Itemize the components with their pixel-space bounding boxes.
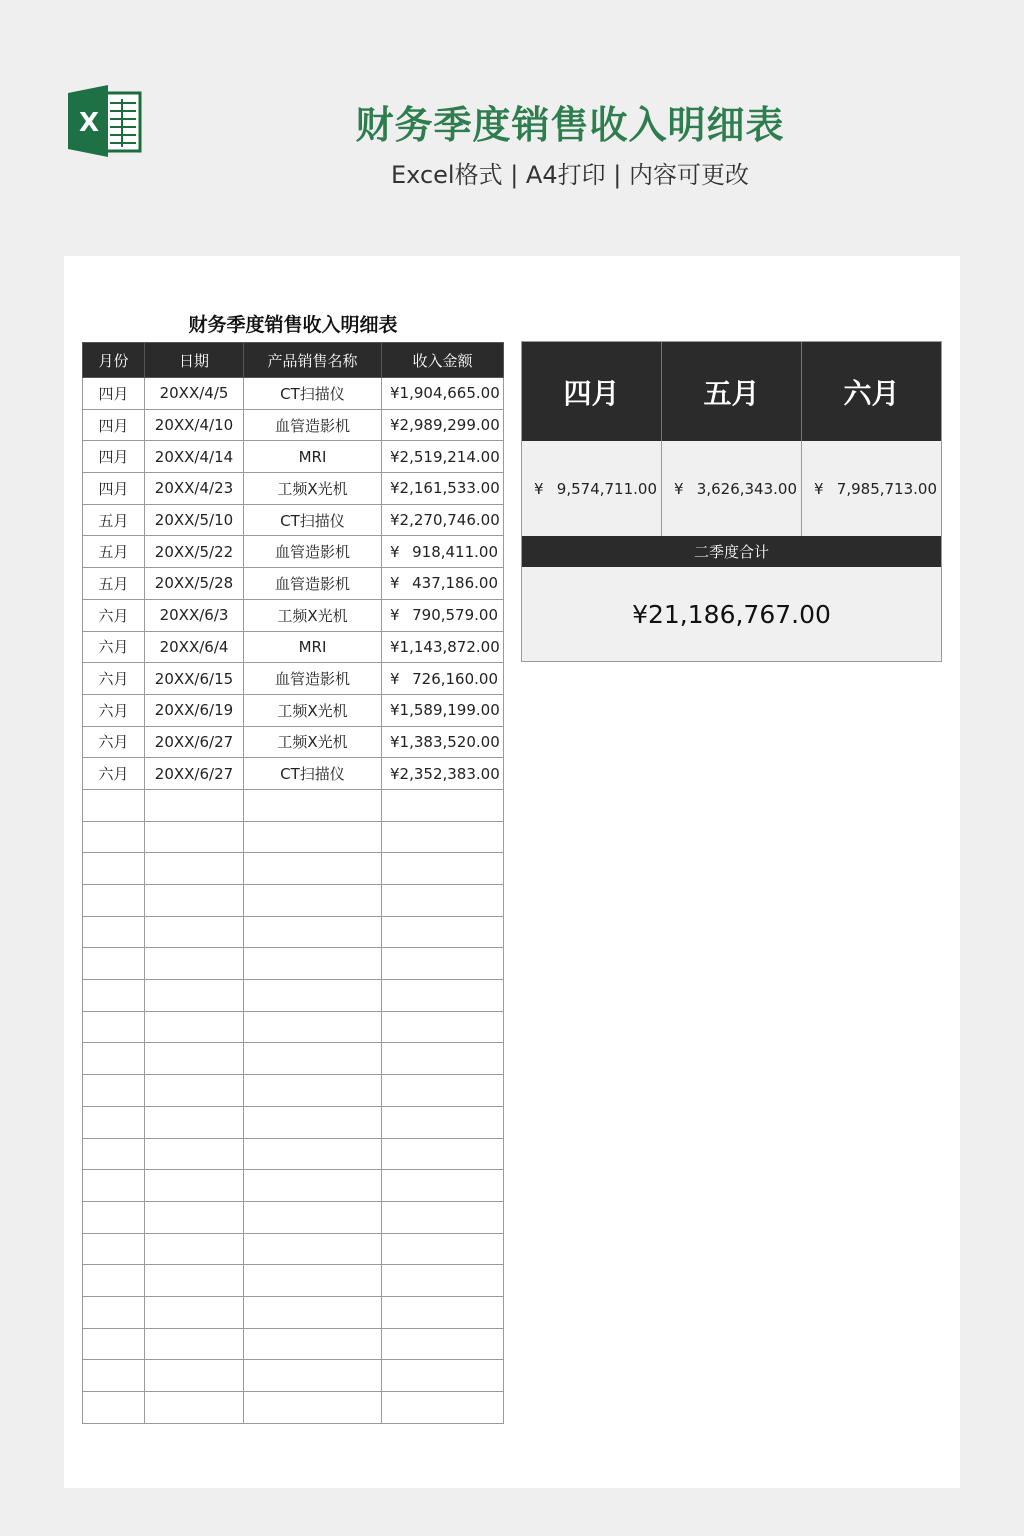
cell-product: MRI: [244, 441, 382, 473]
empty-cell: [145, 1392, 244, 1424]
empty-table-row: [83, 821, 504, 853]
empty-cell: [83, 1043, 145, 1075]
empty-cell: [382, 1296, 504, 1328]
empty-cell: [382, 885, 504, 917]
empty-cell: [83, 1138, 145, 1170]
summary-month-label: 五月: [662, 342, 802, 441]
empty-cell: [145, 1265, 244, 1297]
amount-value: 918,411.00: [412, 542, 498, 561]
empty-cell: [83, 948, 145, 980]
empty-cell: [145, 1233, 244, 1265]
empty-cell: [382, 1138, 504, 1170]
empty-cell: [145, 853, 244, 885]
amount-value: 2,352,383.00: [399, 764, 500, 783]
empty-cell: [382, 1328, 504, 1360]
empty-cell: [244, 789, 382, 821]
empty-cell: [145, 1296, 244, 1328]
empty-cell: [382, 1011, 504, 1043]
cell-product: MRI: [244, 631, 382, 663]
cell-product: 工频X光机: [244, 599, 382, 631]
cell-amount: [382, 694, 504, 726]
cell-month: 六月: [83, 726, 145, 758]
summary-month-headers: [522, 342, 941, 441]
cell-date: 20XX/6/4: [145, 631, 244, 663]
summary-month-value: 9,574,711.00: [556, 479, 657, 498]
currency-symbol: ¥: [390, 637, 400, 656]
currency-symbol: ¥: [390, 732, 400, 751]
currency-symbol: ¥: [390, 606, 400, 625]
cell-amount: [382, 504, 504, 536]
cell-amount: [382, 758, 504, 790]
empty-cell: [83, 1392, 145, 1424]
currency-symbol: ¥: [390, 511, 400, 530]
empty-cell: [145, 1075, 244, 1107]
quarter-total-label: 二季度合计: [522, 536, 941, 567]
banner-title: 财务季度销售收入明细表: [355, 103, 785, 147]
cell-amount: [382, 599, 504, 631]
empty-cell: [145, 916, 244, 948]
table-row: [83, 599, 504, 631]
excel-logo-letter: X: [79, 108, 100, 138]
currency-symbol: ¥: [390, 764, 400, 783]
empty-table-row: [83, 1011, 504, 1043]
amount-value: 790,579.00: [412, 606, 498, 625]
table-row: [83, 631, 504, 663]
cell-date: 20XX/6/19: [145, 694, 244, 726]
cell-date: 20XX/4/23: [145, 473, 244, 505]
empty-cell: [382, 1043, 504, 1075]
empty-cell: [83, 1075, 145, 1107]
cell-product: 血管造影机: [244, 568, 382, 600]
empty-cell: [244, 1360, 382, 1392]
cell-date: 20XX/6/15: [145, 663, 244, 695]
empty-cell: [382, 980, 504, 1012]
amount-value: 1,589,199.00: [399, 701, 500, 720]
empty-cell: [244, 916, 382, 948]
cell-amount: [382, 536, 504, 568]
cell-date: 20XX/4/14: [145, 441, 244, 473]
column-header-date: 日期: [145, 343, 244, 378]
cell-month: 六月: [83, 694, 145, 726]
cell-date: 20XX/4/5: [145, 378, 244, 410]
empty-cell: [145, 821, 244, 853]
cell-date: 20XX/6/3: [145, 599, 244, 631]
empty-cell: [83, 1233, 145, 1265]
currency-symbol: ¥: [390, 542, 400, 561]
empty-cell: [244, 1075, 382, 1107]
currency-symbol: ¥: [814, 479, 824, 498]
cell-amount: [382, 568, 504, 600]
cell-month: 六月: [83, 663, 145, 695]
empty-cell: [382, 789, 504, 821]
cell-month: 六月: [83, 631, 145, 663]
cell-product: 工频X光机: [244, 473, 382, 505]
table-row: [83, 568, 504, 600]
summary-month-value: 7,985,713.00: [836, 479, 937, 498]
currency-symbol: ¥: [390, 701, 400, 720]
cell-amount: [382, 473, 504, 505]
currency-symbol: ¥: [390, 479, 400, 498]
empty-cell: [244, 1170, 382, 1202]
empty-cell: [145, 1138, 244, 1170]
empty-cell: [244, 1201, 382, 1233]
cell-month: 四月: [83, 473, 145, 505]
currency-symbol: ¥: [390, 447, 400, 466]
empty-cell: [83, 1296, 145, 1328]
quarter-total-value: ¥21,186,767.00: [632, 599, 831, 629]
summary-panel: [521, 341, 942, 662]
empty-cell: [145, 885, 244, 917]
amount-value: 1,383,520.00: [399, 732, 500, 751]
amount-value: 2,989,299.00: [399, 416, 500, 435]
cell-amount: [382, 726, 504, 758]
cell-amount: [382, 663, 504, 695]
empty-cell: [244, 948, 382, 980]
empty-cell: [83, 1360, 145, 1392]
sheet-title: 财务季度销售收入明细表: [188, 314, 398, 336]
empty-cell: [83, 1170, 145, 1202]
cell-date: 20XX/5/28: [145, 568, 244, 600]
empty-cell: [244, 885, 382, 917]
cell-product: CT扫描仪: [244, 378, 382, 410]
cell-amount: [382, 378, 504, 410]
empty-cell: [83, 821, 145, 853]
empty-cell: [382, 1106, 504, 1138]
amount-value: 437,186.00: [412, 574, 498, 593]
empty-cell: [244, 1043, 382, 1075]
empty-cell: [145, 1360, 244, 1392]
empty-cell: [145, 948, 244, 980]
detail-table: [82, 342, 504, 1424]
table-row: [83, 726, 504, 758]
empty-table-row: [83, 1233, 504, 1265]
empty-cell: [83, 853, 145, 885]
empty-cell: [382, 1265, 504, 1297]
cell-month: 五月: [83, 568, 145, 600]
cell-month: 五月: [83, 504, 145, 536]
cell-product: 血管造影机: [244, 536, 382, 568]
empty-cell: [244, 1392, 382, 1424]
cell-product: 血管造影机: [244, 663, 382, 695]
summary-month-cell: [662, 441, 802, 536]
empty-table-row: [83, 916, 504, 948]
empty-table-row: [83, 948, 504, 980]
empty-cell: [382, 1360, 504, 1392]
empty-cell: [83, 1106, 145, 1138]
empty-table-row: [83, 1043, 504, 1075]
cell-product: 工频X光机: [244, 726, 382, 758]
summary-month-label: 四月: [522, 342, 662, 441]
cell-date: 20XX/5/22: [145, 536, 244, 568]
cell-product: CT扫描仪: [244, 758, 382, 790]
amount-value: 1,143,872.00: [399, 637, 500, 656]
table-row: [83, 441, 504, 473]
empty-cell: [145, 1043, 244, 1075]
column-header-amount: 收入金额: [382, 343, 504, 378]
summary-month-values: [522, 441, 941, 536]
cell-month: 六月: [83, 599, 145, 631]
table-row: [83, 378, 504, 410]
cell-date: 20XX/4/10: [145, 409, 244, 441]
banner-subtitle: Excel格式 | A4打印 | 内容可更改: [391, 161, 749, 189]
currency-symbol: ¥: [674, 479, 684, 498]
amount-value: 2,270,746.00: [399, 511, 500, 530]
currency-symbol: ¥: [390, 384, 400, 403]
empty-table-row: [83, 1106, 504, 1138]
empty-cell: [382, 821, 504, 853]
table-row: [83, 663, 504, 695]
cell-month: 四月: [83, 409, 145, 441]
empty-cell: [145, 1328, 244, 1360]
empty-cell: [145, 1106, 244, 1138]
empty-cell: [145, 789, 244, 821]
cell-month: 六月: [83, 758, 145, 790]
table-row: [83, 409, 504, 441]
empty-cell: [83, 1201, 145, 1233]
column-header-month: 月份: [83, 343, 145, 378]
empty-cell: [382, 1392, 504, 1424]
cell-date: 20XX/6/27: [145, 758, 244, 790]
empty-cell: [145, 1170, 244, 1202]
empty-cell: [244, 1296, 382, 1328]
empty-table-row: [83, 1265, 504, 1297]
empty-table-row: [83, 1392, 504, 1424]
currency-symbol: ¥: [390, 416, 400, 435]
table-header-row: [83, 343, 504, 378]
empty-cell: [382, 948, 504, 980]
empty-cell: [244, 1233, 382, 1265]
empty-table-row: [83, 1360, 504, 1392]
currency-symbol: ¥: [390, 669, 400, 688]
empty-cell: [244, 1265, 382, 1297]
amount-value: 1,904,665.00: [399, 384, 500, 403]
empty-cell: [83, 916, 145, 948]
empty-table-row: [83, 1296, 504, 1328]
column-header-product: 产品销售名称: [244, 343, 382, 378]
cell-month: 四月: [83, 378, 145, 410]
cell-amount: [382, 441, 504, 473]
empty-table-row: [83, 980, 504, 1012]
empty-table-row: [83, 1138, 504, 1170]
table-row: [83, 694, 504, 726]
empty-table-row: [83, 885, 504, 917]
table-row: [83, 504, 504, 536]
empty-cell: [145, 1011, 244, 1043]
empty-cell: [83, 885, 145, 917]
empty-cell: [145, 1201, 244, 1233]
currency-symbol: ¥: [390, 574, 400, 593]
empty-cell: [244, 1328, 382, 1360]
empty-cell: [83, 980, 145, 1012]
empty-cell: [244, 1106, 382, 1138]
cell-product: 血管造影机: [244, 409, 382, 441]
empty-cell: [244, 853, 382, 885]
table-row: [83, 758, 504, 790]
empty-table-row: [83, 1075, 504, 1107]
summary-month-label: 六月: [843, 376, 900, 410]
amount-value: 2,519,214.00: [399, 447, 500, 466]
summary-month-cell: [522, 441, 662, 536]
empty-cell: [382, 1233, 504, 1265]
empty-table-row: [83, 1201, 504, 1233]
summary-month-cell: [802, 441, 941, 536]
cell-month: 四月: [83, 441, 145, 473]
empty-cell: [145, 980, 244, 1012]
empty-cell: [83, 1328, 145, 1360]
empty-table-row: [83, 789, 504, 821]
excel-icon: [66, 85, 142, 157]
empty-cell: [382, 853, 504, 885]
empty-cell: [244, 821, 382, 853]
empty-cell: [382, 1201, 504, 1233]
cell-date: 20XX/6/27: [145, 726, 244, 758]
empty-cell: [244, 1011, 382, 1043]
amount-value: 726,160.00: [412, 669, 498, 688]
table-row: [83, 473, 504, 505]
empty-cell: [83, 1011, 145, 1043]
cell-amount: [382, 631, 504, 663]
empty-table-row: [83, 1170, 504, 1202]
empty-table-row: [83, 853, 504, 885]
amount-value: 2,161,533.00: [399, 479, 500, 498]
summary-month-value: 3,626,343.00: [696, 479, 797, 498]
spreadsheet-page: [64, 256, 960, 1488]
empty-cell: [83, 1265, 145, 1297]
empty-cell: [244, 980, 382, 1012]
empty-table-row: [83, 1328, 504, 1360]
empty-cell: [244, 1138, 382, 1170]
cell-product: 工频X光机: [244, 694, 382, 726]
cell-date: 20XX/5/10: [145, 504, 244, 536]
empty-cell: [83, 789, 145, 821]
table-row: [83, 536, 504, 568]
empty-cell: [382, 1170, 504, 1202]
cell-product: CT扫描仪: [244, 504, 382, 536]
cell-amount: [382, 409, 504, 441]
currency-symbol: ¥: [534, 479, 544, 498]
empty-cell: [382, 1075, 504, 1107]
empty-cell: [382, 916, 504, 948]
cell-month: 五月: [83, 536, 145, 568]
